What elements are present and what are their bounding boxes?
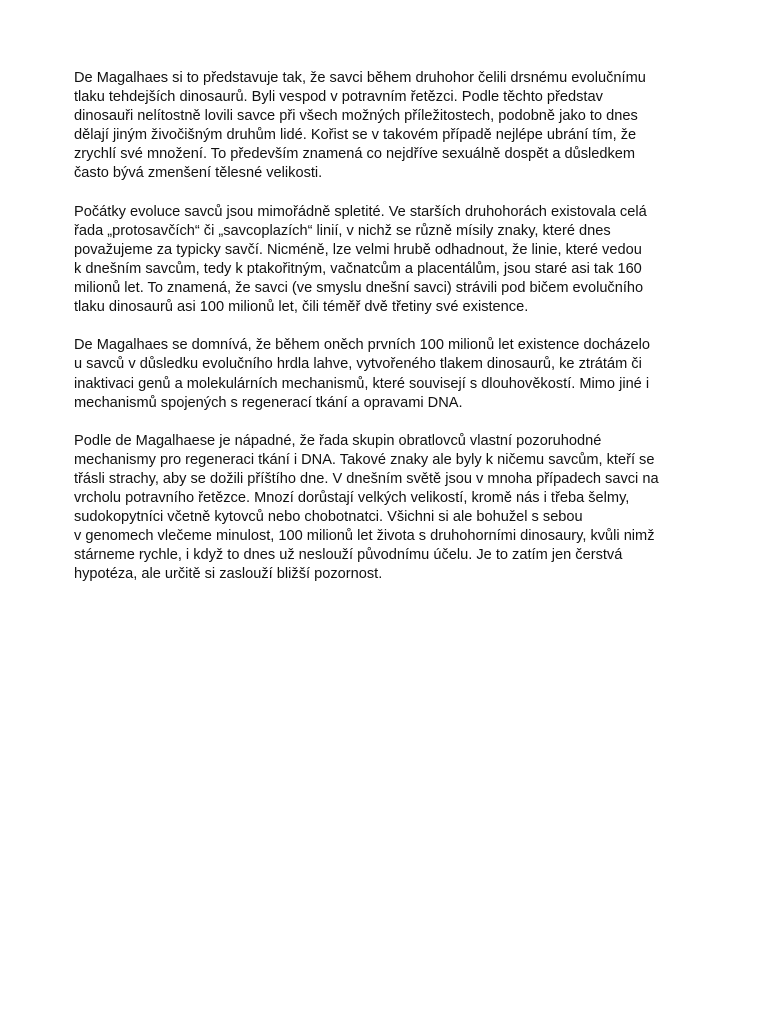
paragraph-2 [74,203,704,318]
text-line: hypotéza, ale určitě si zaslouží bližší pozornost. [74,566,383,583]
text-line: k dnešním savcům, tedy k ptakořitným, vačnatcům a placentálům, jsou staré asi tak 160 [74,260,642,277]
text-line: Podle de Magalhaese je nápadné, že řada skupin obratlovců vlastní pozoruhodné [74,432,602,449]
document-page [74,69,704,604]
text-line: u savců v důsledku evolučního hrdla lahve, vytvořeného tlakem dinosaurů, ke ztrátám či [74,356,642,373]
text-line: sudokopytníci včetně kytovců nebo chobotnatci. Všichni si ale bohužel s sebou [74,509,583,526]
text-line: vrcholu potravního řetězce. Mnozí dorůstají velkých velikostí, kromě nás i třeba šelmy, [74,490,630,507]
text-line: tlaku dinosaurů asi 100 milionů let, čili téměř dvě třetiny své existence. [74,299,529,316]
text-line: milionů let. To znamená, že savci (ve smyslu dnešní savci) strávili pod bičem evolučního [74,280,644,297]
text-line: mechanismů spojených s regenerací tkání a opravami DNA. [74,394,463,411]
paragraph-3 [74,336,704,412]
text-line: mechanismy pro regeneraci tkání i DNA. Takové znaky ale byly k ničemu savcům, kteří se [74,451,655,468]
text-line: v genomech vlečeme minulost, 100 milionů let života s druhohorními dinosaury, kvůli nimž [74,528,655,545]
text-line: De Magalhaes se domnívá, že během oněch prvních 100 milionů let existence docházelo [74,337,650,354]
text-line: zrychlí své množení. To především znamená co nejdříve sexuálně dospět a důsledkem [74,146,636,163]
text-line: De Magalhaes si to představuje tak, že savci během druhohor čelili drsnému evolučnímu [74,70,646,86]
text-line: třásli strachy, aby se dožili příštího dne. V dnešním světě jsou v mnoha případech savci na [74,470,659,487]
text-line: tlaku tehdejších dinosaurů. Byli vespod v potravním řetězci. Podle těchto představ [74,89,603,106]
paragraph-1 [74,69,704,184]
text-line: dinosauři nelítostně lovili savce při všech možných příležitostech, podobně jako to dnes [74,108,638,125]
text-line: řada „protosavčích“ či „savcoplazích“ linií, v nichž se různě mísily znaky, které dnes [74,222,611,239]
text-line: stárneme rychle, i když to dnes už neslouží původnímu účelu. Je to zatím jen čerstvá [74,547,623,564]
text-line: považujeme za typicky savčí. Nicméně, lze velmi hrubě odhadnout, že linie, které vedou [74,241,642,258]
text-line: inaktivaci genů a molekulárních mechanismů, které souvisejí s dlouhověkostí. Mimo jiné i [74,375,650,392]
paragraph-4 [74,432,704,585]
text-line: dělají jiným živočišným druhům lidé. Kořist se v takovém případě nejlépe ubrání tím, že [74,127,637,144]
text-line: Počátky evoluce savců jsou mimořádně spletité. Ve starších druhohorách existovala celá [74,203,647,220]
text-line: často bývá zmenšení tělesné velikosti. [74,165,323,182]
